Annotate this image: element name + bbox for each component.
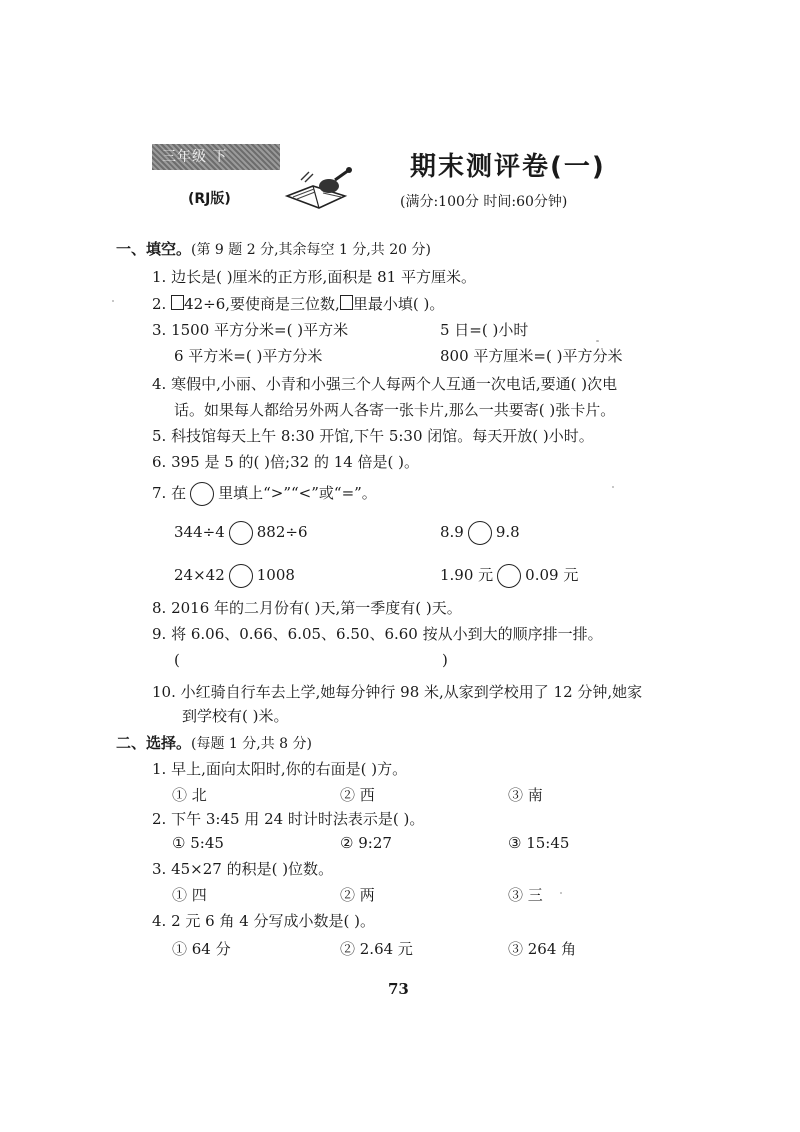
circle-blank-icon (190, 482, 214, 506)
compare-3-right: 1008 (256, 566, 295, 584)
question-1-7-number: 7. 在 (152, 484, 187, 502)
option-2-1-a: ① 北 (172, 786, 207, 804)
score-time-info: (满分:100分 时间:60分钟) (400, 194, 568, 210)
compare-4-right: 0.09 元 (525, 566, 579, 584)
page-number: 73 (388, 980, 409, 998)
question-1-7-text: 里填上“>”“<”或“=”。 (218, 484, 377, 502)
option-2-2-c: ③ 15:45 (508, 834, 570, 852)
compare-4 (440, 564, 578, 588)
question-1-6: 6. 395 是 5 的( )倍;32 的 14 倍是( )。 (152, 453, 420, 471)
option-2-1-b: ② 西 (340, 786, 375, 804)
compare-1 (174, 521, 308, 545)
section-2-heading (116, 732, 312, 753)
question-1-4-line1: 4. 寒假中,小丽、小青和小强三个人每两个人互通一次电话,要通( )次电 (152, 375, 618, 393)
compare-1-left: 344÷4 (174, 523, 225, 541)
option-2-1-c: ③ 南 (508, 786, 543, 804)
question-1-4-line2: 话。如果每人都给另外两人各寄一张卡片,那么一共要寄( )张卡片。 (174, 401, 616, 419)
question-1-2-text-end: 里最小填( )。 (352, 295, 445, 313)
section-1-title: 一、填空。 (116, 240, 192, 258)
section-2-title: 二、选择。 (116, 734, 192, 752)
compare-4-left: 1.90 元 (440, 566, 494, 584)
compare-2-right: 9.8 (495, 523, 520, 541)
edition-label: (RJ版) (188, 191, 231, 207)
compare-3 (174, 564, 295, 588)
compare-2 (440, 521, 520, 545)
question-1-5: 5. 科技馆每天上午 8:30 开馆,下午 5:30 闭馆。每天开放( )小时。 (152, 427, 594, 445)
page-title: 期末测评卷(一) (410, 152, 606, 182)
answer-bracket-open: ( (174, 651, 180, 669)
question-1-7 (152, 482, 377, 506)
compare-1-right: 882÷6 (256, 523, 308, 541)
question-1-3b: 5 日=( )小时 (440, 321, 529, 339)
option-2-3-c: ③ 三 (508, 886, 543, 904)
question-1-8: 8. 2016 年的二月份有( )天,第一季度有( )天。 (152, 599, 462, 617)
option-2-4-c: ③ 264 角 (508, 940, 577, 958)
compare-3-left: 24×42 (174, 566, 225, 584)
option-2-4-b: ② 2.64 元 (340, 940, 413, 958)
question-2-1: 1. 早上,面向太阳时,你的右面是( )方。 (152, 760, 408, 778)
question-1-1: 1. 边长是( )厘米的正方形,面积是 81 平方厘米。 (152, 268, 476, 286)
option-2-4-a: ① 64 分 (172, 940, 231, 958)
circle-blank-icon (497, 564, 521, 588)
question-2-3: 3. 45×27 的积是( )位数。 (152, 860, 334, 878)
question-1-3a: 3. 1500 平方分米=( )平方米 (152, 321, 349, 339)
grade-badge: 三年级 下 (152, 144, 280, 170)
option-2-3-a: ① 四 (172, 886, 207, 904)
scan-speck (112, 300, 114, 302)
question-1-3d: 800 平方厘米=( )平方分米 (440, 347, 623, 365)
question-1-2 (152, 293, 444, 314)
blank-square-icon (171, 295, 184, 310)
blank-square-icon (340, 295, 353, 310)
question-1-10-line2: 到学校有( )米。 (182, 707, 289, 725)
option-2-2-b: ② 9:27 (340, 834, 392, 852)
section-2-note: (每题 1 分,共 8 分) (191, 736, 313, 752)
circle-blank-icon (229, 521, 253, 545)
answer-bracket-close: ) (442, 651, 448, 669)
scan-speck (560, 892, 562, 894)
book-illustration-icon (283, 166, 355, 214)
section-1-heading (116, 238, 431, 259)
question-2-2: 2. 下午 3:45 用 24 时计时法表示是( )。 (152, 810, 425, 828)
question-1-3c: 6 平方米=( )平方分米 (174, 347, 323, 365)
question-2-4: 4. 2 元 6 角 4 分写成小数是( )。 (152, 912, 376, 930)
scan-speck (612, 486, 614, 488)
question-1-2-text: 42÷6,要使商是三位数, (184, 295, 340, 313)
circle-blank-icon (229, 564, 253, 588)
scan-speck (596, 340, 599, 342)
option-2-2-a: ① 5:45 (172, 834, 224, 852)
section-1-note: (第 9 题 2 分,其余每空 1 分,共 20 分) (191, 242, 431, 258)
question-1-9: 9. 将 6.06、0.66、6.05、6.50、6.60 按从小到大的顺序排一排。 (152, 625, 603, 643)
circle-blank-icon (468, 521, 492, 545)
question-1-2-number: 2. (152, 295, 172, 313)
compare-2-left: 8.9 (440, 523, 464, 541)
question-1-10-line1: 10. 小红骑自行车去上学,她每分钟行 98 米,从家到学校用了 12 分钟,她家 (152, 683, 643, 701)
option-2-3-b: ② 两 (340, 886, 375, 904)
